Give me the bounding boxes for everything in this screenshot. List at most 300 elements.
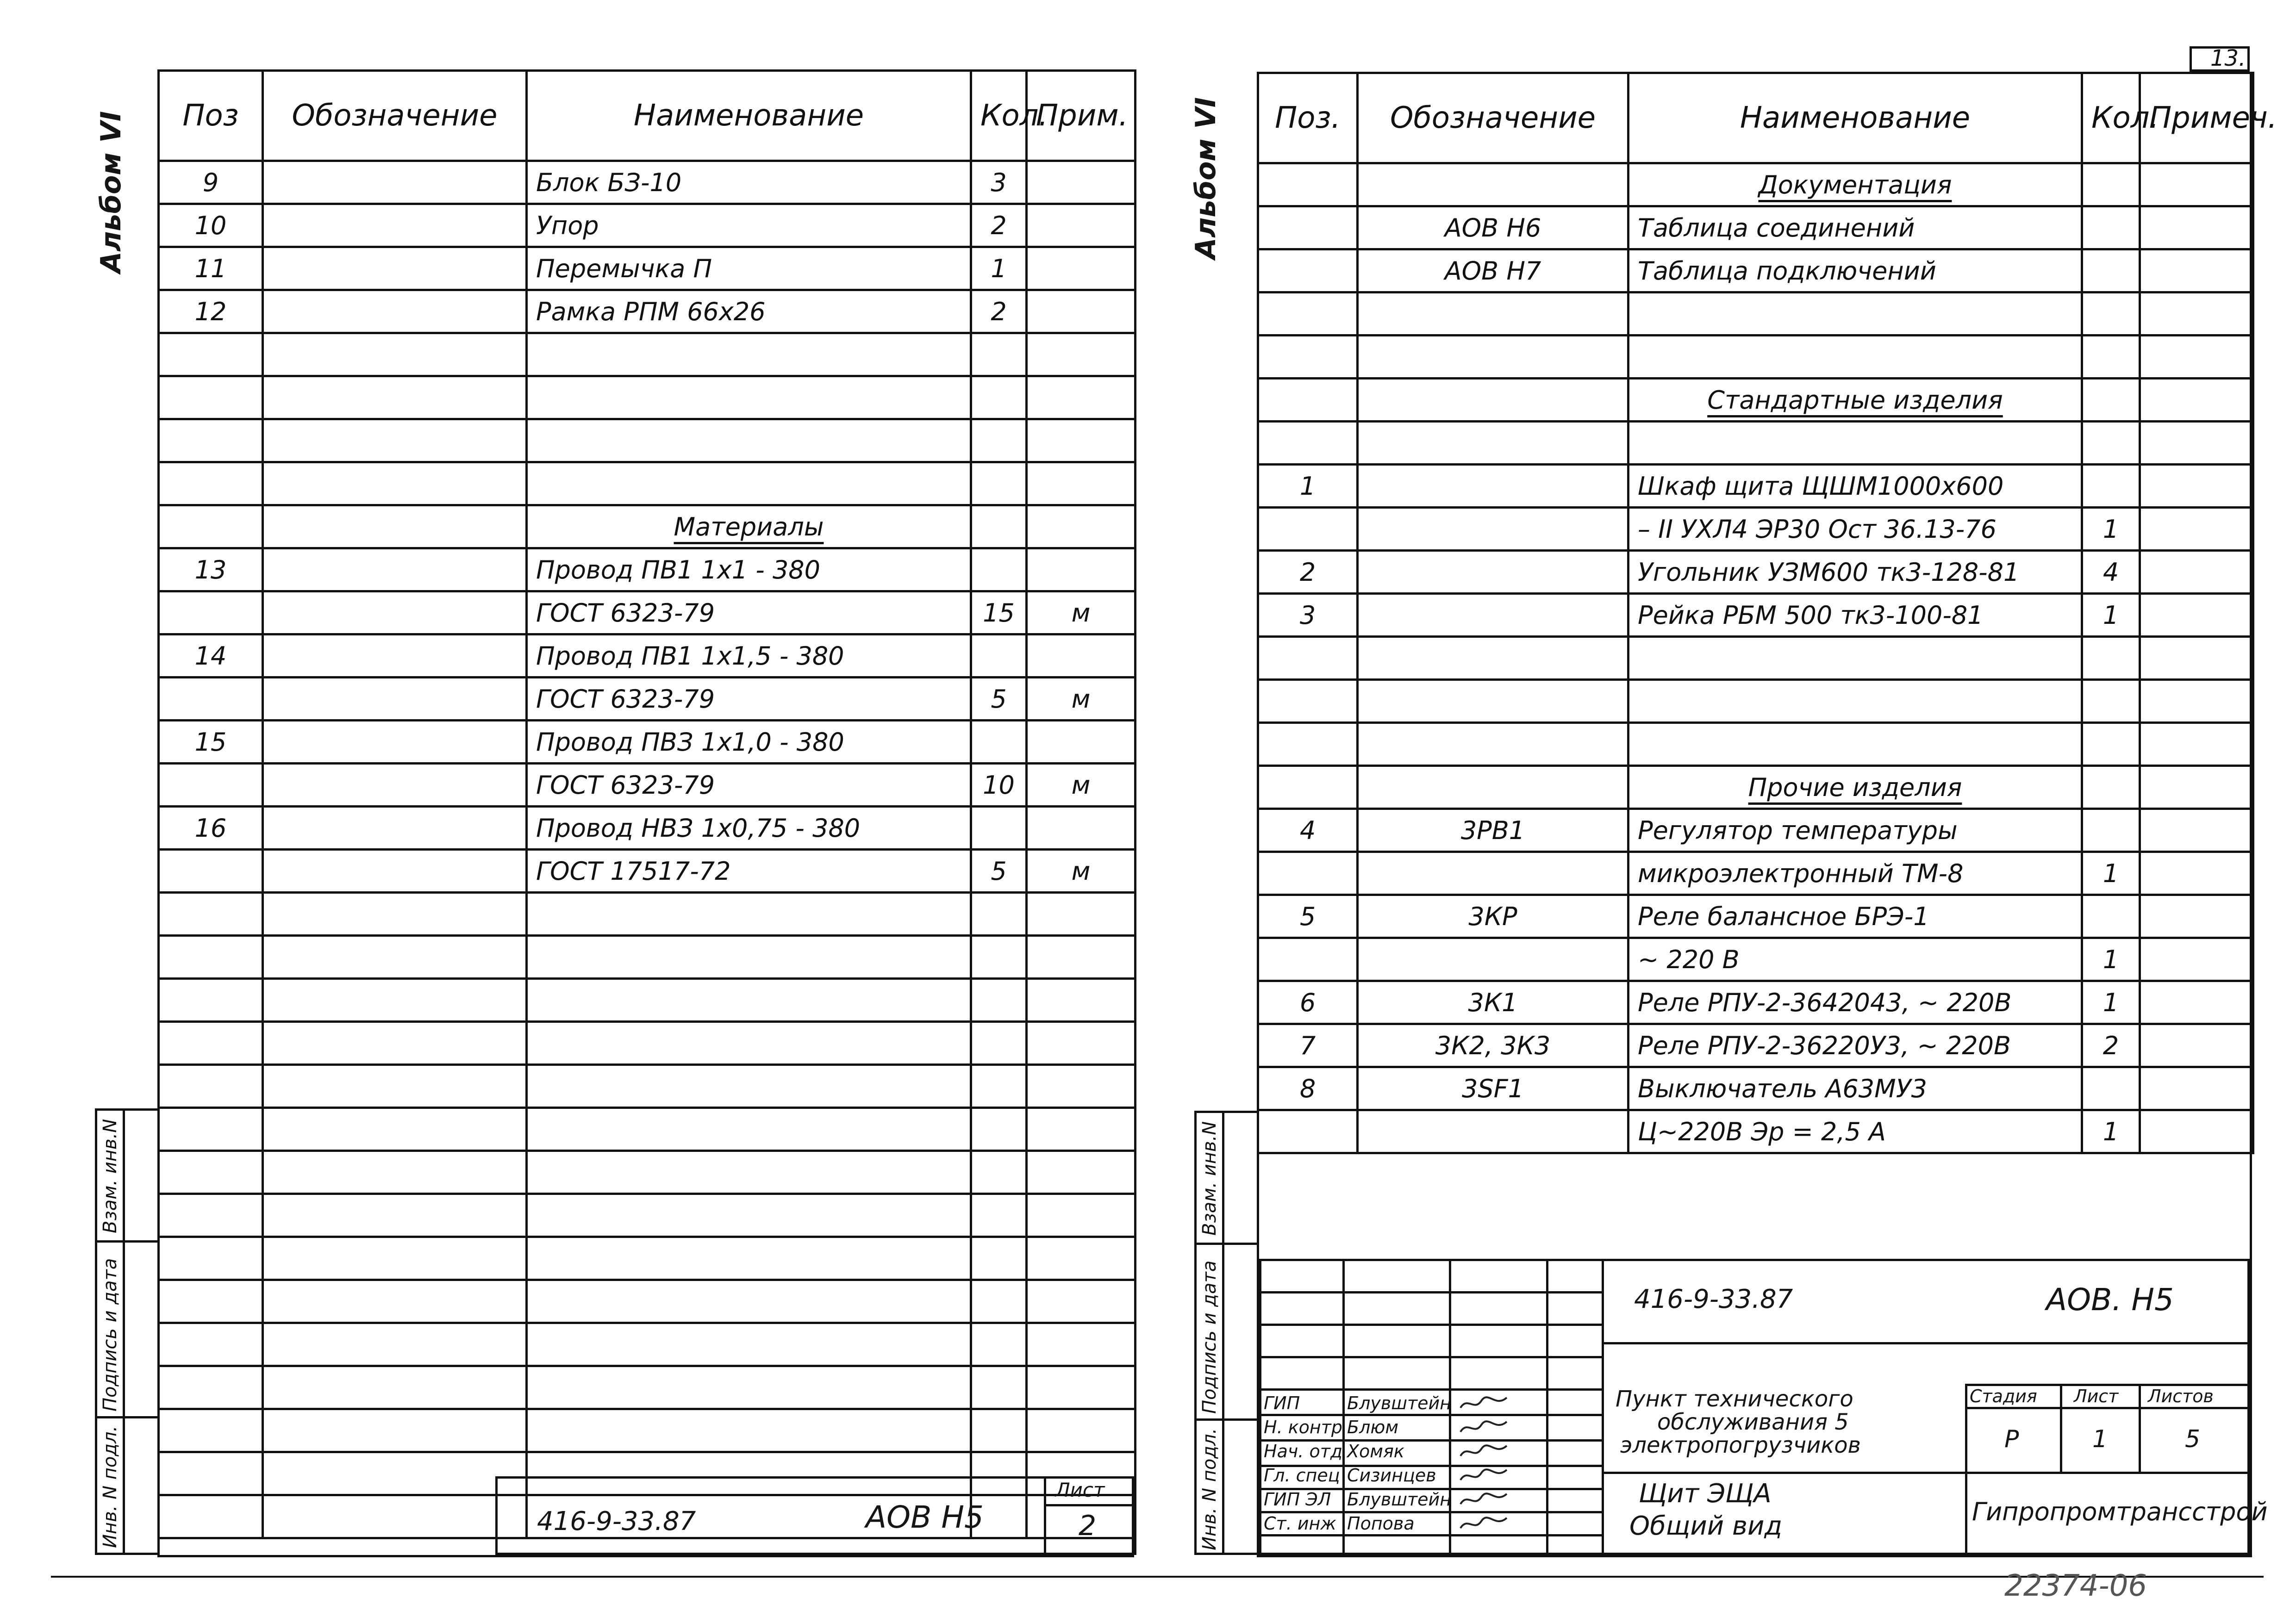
- table-cell: 3SF1: [1358, 1067, 1628, 1110]
- table-row: [1258, 336, 2253, 379]
- table-cell: [2140, 1024, 2253, 1067]
- table-cell: [1258, 680, 1358, 723]
- table-cell: [263, 1022, 527, 1065]
- table-cell: [2140, 249, 2253, 292]
- table-cell: 2: [1258, 551, 1358, 594]
- table-cell: 10: [971, 764, 1027, 807]
- table-cell: [1027, 1065, 1136, 1108]
- table-cell: [263, 376, 527, 419]
- table-cell: – II УХЛ4 ЭР30 Ост 36.13-76: [1628, 508, 2082, 551]
- table-cell: 2: [971, 204, 1027, 247]
- table-cell: [1027, 204, 1136, 247]
- table-row: [159, 1022, 1136, 1065]
- table-cell: [1258, 206, 1358, 249]
- table-cell: 1: [2082, 508, 2140, 551]
- table-row: [159, 721, 1136, 764]
- right-frame-bottom: [1257, 1555, 2252, 1557]
- tb-row-line: [1259, 1388, 1602, 1391]
- table-cell: [263, 1323, 527, 1366]
- sheet-value: 1: [2092, 1425, 2108, 1453]
- table-row: [1258, 809, 2253, 852]
- right-header-3: Кол.: [2082, 73, 2140, 163]
- table-cell: 13: [159, 548, 263, 591]
- table-row: [1258, 379, 2253, 422]
- table-cell: [971, 419, 1027, 462]
- table-cell: [159, 893, 263, 936]
- table-cell: [159, 333, 263, 376]
- table-cell: 9: [159, 161, 263, 204]
- table-cell: [1027, 1108, 1136, 1151]
- table-cell: [263, 979, 527, 1022]
- table-cell: [1358, 938, 1628, 981]
- table-cell: ГОСТ 6323-79: [527, 678, 971, 721]
- table-cell: [263, 1237, 527, 1280]
- table-cell: [2082, 809, 2140, 852]
- table-cell: [159, 936, 263, 979]
- table-cell: [2140, 465, 2253, 508]
- signature-icon: [1458, 1394, 1509, 1412]
- table-cell: [1258, 336, 1358, 379]
- table-cell: [1358, 594, 1628, 637]
- table-cell: Документация: [1628, 163, 2082, 206]
- table-cell: [527, 1237, 971, 1280]
- table-cell: [1027, 936, 1136, 979]
- table-cell: [1027, 721, 1136, 764]
- table-row: [1258, 1110, 2253, 1153]
- album-label-right: Альбом VI: [1190, 97, 1222, 259]
- table-cell: Выключатель А63МУ3: [1628, 1067, 2082, 1110]
- table-cell: [971, 1065, 1027, 1108]
- table-cell: [263, 764, 527, 807]
- table-cell: 5: [971, 678, 1027, 721]
- table-row: [1258, 723, 2253, 766]
- table-cell: [159, 376, 263, 419]
- table-row: [159, 893, 1136, 936]
- table-cell: [2082, 206, 2140, 249]
- signature-icon: [1458, 1514, 1509, 1533]
- table-cell: Регулятор температуры: [1628, 809, 2082, 852]
- table-cell: [2140, 422, 2253, 465]
- table-cell: [1258, 422, 1358, 465]
- table-cell: [2082, 163, 2140, 206]
- stamp-role: ГИП: [1264, 1393, 1300, 1413]
- table-cell: Реле балансное БРЭ-1: [1628, 895, 2082, 938]
- table-cell: [1258, 249, 1358, 292]
- table-cell: [159, 1280, 263, 1323]
- table-cell: м: [1027, 850, 1136, 893]
- table-cell: м: [1027, 764, 1136, 807]
- table-cell: [971, 979, 1027, 1022]
- table-row: [159, 979, 1136, 1022]
- table-cell: [1258, 723, 1358, 766]
- table-row: [1258, 249, 2253, 292]
- right-side-sep1: [1194, 1243, 1259, 1245]
- table-cell: [263, 936, 527, 979]
- table-cell: [159, 591, 263, 634]
- table-cell: [1258, 637, 1358, 680]
- table-cell: [527, 1108, 971, 1151]
- table-row: [159, 591, 1136, 634]
- table-cell: Таблица подключений: [1628, 249, 2082, 292]
- table-cell: [1628, 680, 2082, 723]
- table-cell: Провод ПВ1 1х1,5 - 380: [527, 634, 971, 678]
- table-cell: [2140, 895, 2253, 938]
- table-row: [159, 764, 1136, 807]
- table-cell: 11: [159, 247, 263, 290]
- table-cell: Упор: [527, 204, 971, 247]
- table-cell: [971, 1194, 1027, 1237]
- table-cell: [527, 936, 971, 979]
- table-cell: [1258, 508, 1358, 551]
- left-side-divider: [123, 1108, 125, 1555]
- left-header-3: Кол.: [971, 71, 1027, 161]
- table-cell: [1358, 336, 1628, 379]
- table-cell: [2140, 1067, 2253, 1110]
- table-cell: [159, 1495, 263, 1538]
- left-header-2: Наименование: [527, 71, 971, 161]
- table-cell: [1027, 548, 1136, 591]
- table-row: [1258, 206, 2253, 249]
- table-cell: [971, 634, 1027, 678]
- stamp-doc: АОВ. Н5: [2046, 1282, 2174, 1318]
- table-row: [1258, 508, 2253, 551]
- table-cell: [1358, 508, 1628, 551]
- table-cell: ~ 220 В: [1628, 938, 2082, 981]
- table-cell: [971, 1323, 1027, 1366]
- table-cell: 15: [159, 721, 263, 764]
- table-cell: [1258, 163, 1358, 206]
- table-cell: Шкаф щита ЩШМ1000х600: [1628, 465, 2082, 508]
- table-row: [159, 548, 1136, 591]
- tb-v-main: [1602, 1259, 1604, 1555]
- table-cell: [1027, 893, 1136, 936]
- table-cell: [159, 979, 263, 1022]
- table-cell: [527, 979, 971, 1022]
- left-header-0: Поз: [159, 71, 263, 161]
- stamp-role: ГИП ЭЛ: [1264, 1489, 1331, 1510]
- table-row: [159, 1280, 1136, 1323]
- table-cell: 1: [2082, 594, 2140, 637]
- table-cell: 3РВ1: [1358, 809, 1628, 852]
- stamp-role: Нач. отд: [1264, 1441, 1343, 1461]
- table-row: [1258, 1067, 2253, 1110]
- right-header-0: Поз.: [1258, 73, 1358, 163]
- table-cell: [263, 333, 527, 376]
- table-cell: [1358, 637, 1628, 680]
- table-cell: [971, 1366, 1027, 1409]
- left-footer-doc: АОВ Н5: [866, 1499, 984, 1535]
- table-cell: [2140, 292, 2253, 336]
- table-cell: [1628, 422, 2082, 465]
- table-row: [1258, 637, 2253, 680]
- right-header-1: Обозначение: [1358, 73, 1628, 163]
- signature-icon: [1458, 1466, 1509, 1485]
- table-cell: [263, 1151, 527, 1194]
- table-cell: Перемычка П: [527, 247, 971, 290]
- table-cell: [971, 1108, 1027, 1151]
- table-cell: [527, 1366, 971, 1409]
- table-cell: [971, 333, 1027, 376]
- table-cell: АОВ Н7: [1358, 249, 1628, 292]
- table-row: [1258, 1024, 2253, 1067]
- drawing-title-2: Общий вид: [1629, 1511, 1783, 1541]
- table-cell: 6: [1258, 981, 1358, 1024]
- table-row: [159, 204, 1136, 247]
- table-cell: [159, 1452, 263, 1495]
- table-cell: [527, 1409, 971, 1452]
- table-cell: [1027, 290, 1136, 333]
- left-side-sep2: [95, 1416, 160, 1418]
- table-cell: [263, 591, 527, 634]
- table-cell: [1027, 634, 1136, 678]
- table-cell: [527, 1151, 971, 1194]
- table-cell: 14: [159, 634, 263, 678]
- table-row: [1258, 465, 2253, 508]
- table-cell: [2140, 809, 2253, 852]
- table-cell: [263, 1452, 527, 1495]
- table-cell: [263, 1108, 527, 1151]
- table-cell: [1628, 292, 2082, 336]
- stage-label: Стадия: [1970, 1386, 2037, 1406]
- table-cell: [527, 1280, 971, 1323]
- table-cell: [2082, 723, 2140, 766]
- table-cell: [1258, 379, 1358, 422]
- table-cell: ГОСТ 6323-79: [527, 764, 971, 807]
- table-cell: [2140, 336, 2253, 379]
- table-cell: [159, 1022, 263, 1065]
- right-spec-table: [1257, 72, 2277, 1154]
- left-sign-label: Подпись и дата: [100, 1258, 121, 1412]
- table-cell: [971, 1151, 1027, 1194]
- stamp-name: Попова: [1347, 1513, 1415, 1534]
- table-cell: [2140, 637, 2253, 680]
- table-cell: [1358, 465, 1628, 508]
- table-cell: [1358, 422, 1628, 465]
- table-cell: [2082, 422, 2140, 465]
- table-cell: [1027, 1151, 1136, 1194]
- tb-v-sign: [1546, 1259, 1548, 1555]
- table-cell: [1628, 637, 2082, 680]
- table-cell: [971, 462, 1027, 505]
- table-cell: микроэлектронный ТМ-8: [1628, 852, 2082, 895]
- table-cell: Реле РПУ-2-3642043, ~ 220В: [1628, 981, 2082, 1024]
- table-cell: [2140, 594, 2253, 637]
- table-cell: [1258, 766, 1358, 809]
- table-cell: [2140, 766, 2253, 809]
- table-cell: [971, 1409, 1027, 1452]
- table-cell: [1027, 1409, 1136, 1452]
- table-row: [159, 1237, 1136, 1280]
- table-row: [159, 1151, 1136, 1194]
- table-cell: [2082, 249, 2140, 292]
- stamp-role: Ст. инж: [1264, 1513, 1336, 1534]
- table-cell: [1358, 680, 1628, 723]
- table-row: [1258, 422, 2253, 465]
- table-row: [159, 376, 1136, 419]
- table-cell: [1027, 247, 1136, 290]
- signature-icon: [1458, 1418, 1509, 1436]
- table-cell: м: [1027, 678, 1136, 721]
- table-cell: ГОСТ 6323-79: [527, 591, 971, 634]
- table-row: [159, 1366, 1136, 1409]
- table-row: [159, 290, 1136, 333]
- table-cell: [1628, 336, 2082, 379]
- tb-row-line: [1259, 1356, 1602, 1358]
- table-cell: [1027, 979, 1136, 1022]
- table-cell: [2140, 938, 2253, 981]
- table-cell: [2082, 1067, 2140, 1110]
- table-cell: [2082, 379, 2140, 422]
- table-cell: [971, 893, 1027, 936]
- table-cell: Таблица соединений: [1628, 206, 2082, 249]
- table-cell: [1358, 551, 1628, 594]
- table-cell: 2: [2082, 1024, 2140, 1067]
- table-row: [159, 1323, 1136, 1366]
- table-cell: [263, 247, 527, 290]
- table-cell: [2082, 292, 2140, 336]
- table-cell: 5: [971, 850, 1027, 893]
- table-cell: [2140, 723, 2253, 766]
- table-cell: [2140, 163, 2253, 206]
- project-title-1: Пункт технического: [1616, 1386, 1853, 1412]
- table-cell: [527, 893, 971, 936]
- tb-v-stage: [1965, 1384, 1967, 1555]
- left-side-sep1: [95, 1240, 160, 1243]
- table-cell: [527, 1194, 971, 1237]
- table-cell: 2: [971, 290, 1027, 333]
- left-spec-table: [157, 69, 1136, 1539]
- table-cell: [159, 505, 263, 548]
- table-cell: 8: [1258, 1067, 1358, 1110]
- table-cell: 1: [1258, 465, 1358, 508]
- table-cell: [159, 1065, 263, 1108]
- table-row: [159, 1409, 1136, 1452]
- table-cell: [527, 1022, 971, 1065]
- table-cell: [971, 807, 1027, 850]
- table-cell: [263, 678, 527, 721]
- left-frame-bottom: [157, 1555, 1134, 1557]
- table-row: [159, 247, 1136, 290]
- table-row: [159, 1108, 1136, 1151]
- stage-value: Р: [2004, 1425, 2019, 1453]
- table-cell: [263, 1409, 527, 1452]
- table-row: [1258, 938, 2253, 981]
- right-header-4: Примеч.: [2140, 73, 2253, 163]
- table-cell: 4: [1258, 809, 1358, 852]
- table-cell: Прочие изделия: [1628, 766, 2082, 809]
- table-cell: [159, 1323, 263, 1366]
- table-cell: [527, 419, 971, 462]
- sheets-label: Листов: [2148, 1386, 2214, 1406]
- table-row: [1258, 163, 2253, 206]
- table-cell: [1027, 1323, 1136, 1366]
- left-swap-label: Взам. инв.N: [100, 1119, 121, 1233]
- table-cell: [2082, 637, 2140, 680]
- table-cell: 3К2, 3К3: [1358, 1024, 1628, 1067]
- table-cell: [159, 419, 263, 462]
- table-row: [159, 505, 1136, 548]
- table-cell: 1: [2082, 981, 2140, 1024]
- left-inv-label: Инв. N подл.: [100, 1425, 121, 1548]
- table-cell: [2140, 981, 2253, 1024]
- table-cell: [2082, 895, 2140, 938]
- table-cell: [527, 376, 971, 419]
- table-cell: 3: [971, 161, 1027, 204]
- left-footer-sheet-no: 2: [1079, 1510, 1097, 1542]
- table-cell: АОВ Н6: [1358, 206, 1628, 249]
- table-row: [1258, 981, 2253, 1024]
- table-cell: ГОСТ 17517-72: [527, 850, 971, 893]
- table-cell: 12: [159, 290, 263, 333]
- tb-row-line: [1259, 1324, 1602, 1326]
- corner-sheet-number: 13.: [2210, 45, 2246, 71]
- table-cell: [263, 1194, 527, 1237]
- table-row: [159, 333, 1136, 376]
- left-header-1: Обозначение: [263, 71, 527, 161]
- stamp-name: Сизинцев: [1347, 1465, 1436, 1486]
- stamp-code: 416-9-33.87: [1634, 1284, 1793, 1314]
- table-cell: м: [1027, 591, 1136, 634]
- table-cell: [159, 462, 263, 505]
- table-cell: 3: [1258, 594, 1358, 637]
- table-cell: [2082, 766, 2140, 809]
- table-cell: 10: [159, 204, 263, 247]
- album-label-left: Альбом VI: [95, 111, 127, 273]
- table-cell: [159, 678, 263, 721]
- table-cell: [1027, 807, 1136, 850]
- table-row: [159, 850, 1136, 893]
- tb-row-line: [1259, 1534, 1602, 1536]
- table-cell: [1258, 852, 1358, 895]
- table-cell: [2140, 206, 2253, 249]
- table-cell: [263, 1065, 527, 1108]
- right-sign-label: Подпись и дата: [1199, 1260, 1220, 1414]
- table-cell: Ц~220В Эр = 2,5 А: [1628, 1110, 2082, 1153]
- table-cell: Рамка РПМ 66х26: [527, 290, 971, 333]
- table-cell: [159, 1194, 263, 1237]
- table-row: [159, 936, 1136, 979]
- tb-row-line: [1259, 1414, 1602, 1416]
- right-side-divider: [1222, 1111, 1224, 1555]
- table-cell: [263, 290, 527, 333]
- table-cell: [527, 1323, 971, 1366]
- stamp-role: Гл. спец: [1264, 1465, 1340, 1486]
- table-cell: [263, 505, 527, 548]
- table-cell: [971, 936, 1027, 979]
- table-row: [159, 1194, 1136, 1237]
- table-cell: [263, 1280, 527, 1323]
- project-title-3: электропогрузчиков: [1620, 1432, 1861, 1458]
- table-cell: 3К1: [1358, 981, 1628, 1024]
- table-cell: [1027, 462, 1136, 505]
- table-cell: 1: [2082, 1110, 2140, 1153]
- table-cell: [527, 462, 971, 505]
- table-cell: [527, 333, 971, 376]
- tb-h-stage-label: [1965, 1407, 2250, 1409]
- sheets-value: 5: [2185, 1425, 2201, 1453]
- tb-v-role: [1342, 1259, 1345, 1555]
- table-cell: [1027, 1280, 1136, 1323]
- stamp-role: Н. контр: [1264, 1417, 1343, 1437]
- table-cell: 1: [2082, 852, 2140, 895]
- stamp-name: Блюм: [1347, 1417, 1399, 1437]
- table-row: [159, 634, 1136, 678]
- table-cell: Материалы: [527, 505, 971, 548]
- tb-v-sheet: [2060, 1384, 2062, 1472]
- table-cell: [1258, 938, 1358, 981]
- table-row: [159, 419, 1136, 462]
- sheet-label: Лист: [2074, 1386, 2119, 1406]
